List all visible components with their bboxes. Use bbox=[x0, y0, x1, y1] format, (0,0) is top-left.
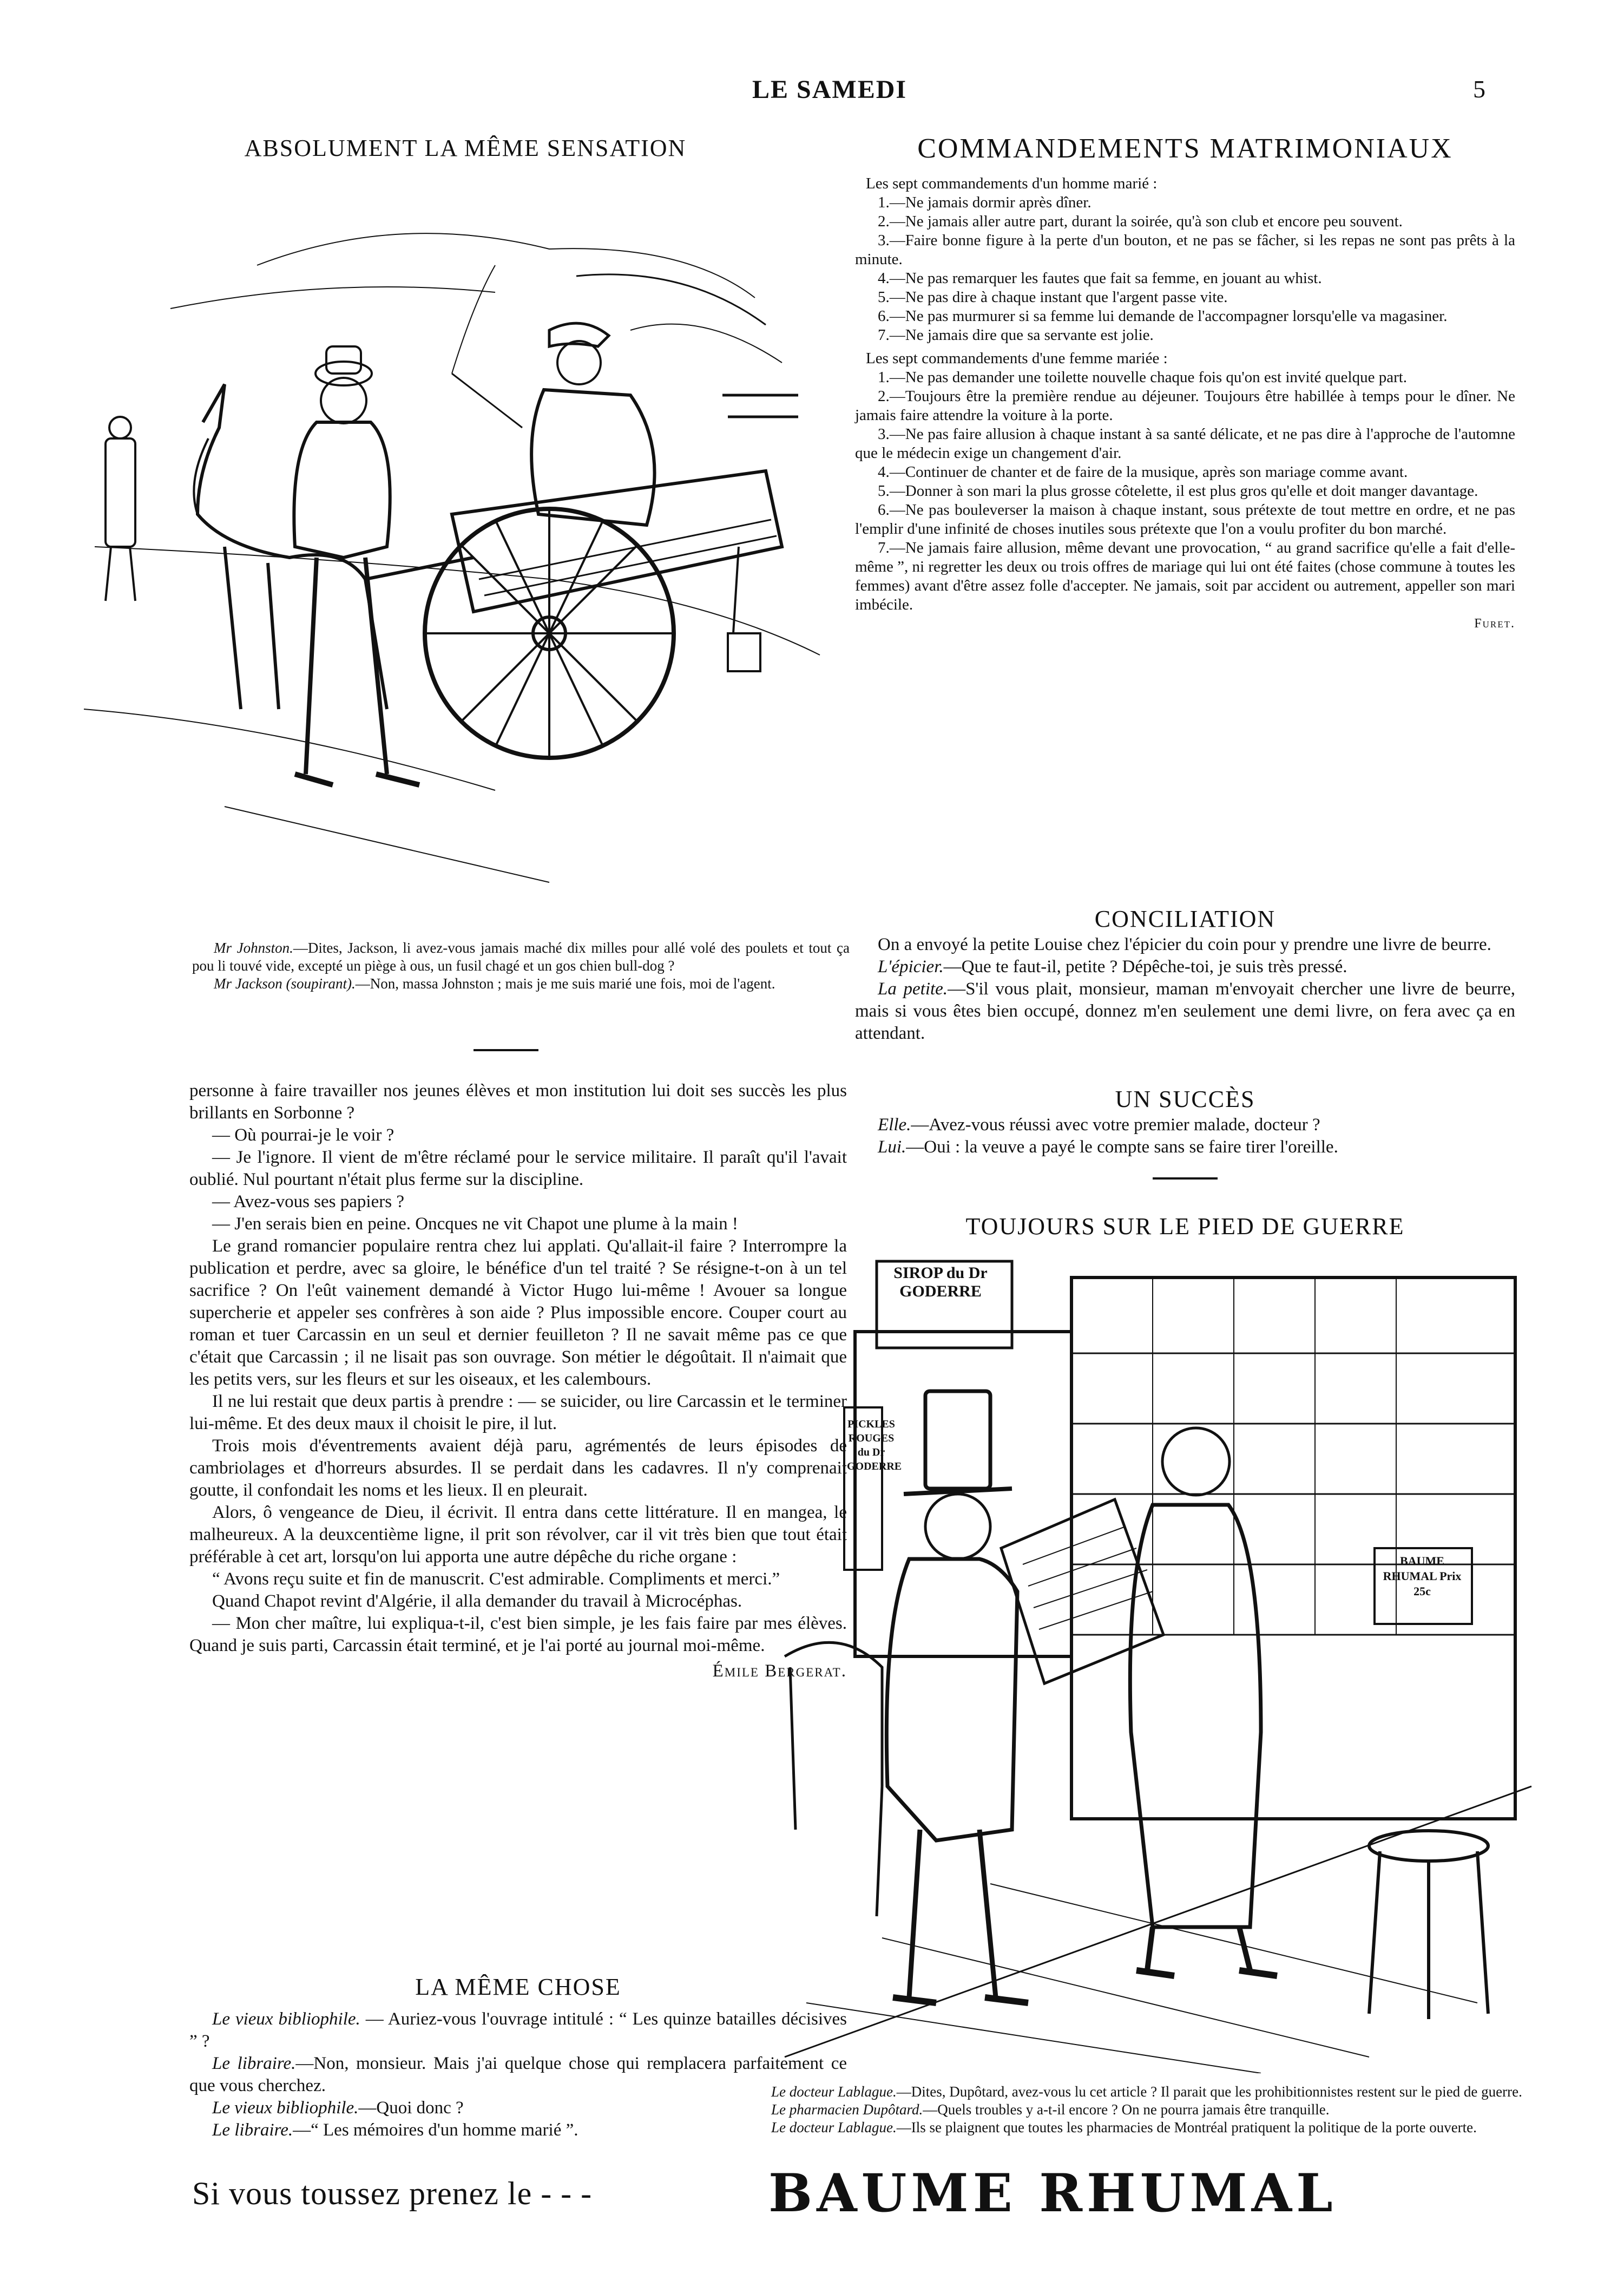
page-number: 5 bbox=[1473, 75, 1485, 103]
dialogue-line: Le vieux bibliophile.—Quoi donc ? bbox=[212, 2098, 464, 2118]
conciliation-title: CONCILIATION bbox=[1094, 906, 1276, 932]
commandement-item: 5.—Donner à son mari la plus grosse côtelette, il est plus gros qu'elle et doit manger davantage. bbox=[878, 482, 1478, 500]
commandement-item: 7.—Ne jamais dire que sa servante est jolie. bbox=[878, 326, 1154, 344]
meme-chose-text bbox=[189, 2008, 847, 2141]
commandement-item: 5.—Ne pas dire à chaque instant que l'argent passe vite. bbox=[878, 289, 1228, 306]
story-paragraph: — Avez-vous ses papiers ? bbox=[212, 1192, 404, 1211]
commandement-item: 1.—Ne pas demander une toilette nouvelle chaque fois qu'on est invité quelque part. bbox=[878, 369, 1408, 386]
dialogue-line: L'épicier.—Que te faut-il, petite ? Dépêche-toi, je suis très pressé. bbox=[878, 957, 1347, 977]
illustration1-title: ABSOLUMENT LA MÊME SENSATION bbox=[244, 135, 687, 161]
commandement-item: 2.—Ne jamais aller autre part, durant la soirée, qu'à son club et encore peu souvent. bbox=[878, 213, 1403, 230]
advert-tagline: Si vous toussez prenez le - - - bbox=[192, 2176, 593, 2211]
dialogue-line: Le libraire.—“ Les mémoires d'un homme marié ”. bbox=[212, 2120, 578, 2140]
illustration2-title: TOUJOURS SUR LE PIED DE GUERRE bbox=[965, 1213, 1405, 1240]
pickles-sign: PICKLES ROUGES du Dr GODERRE bbox=[847, 1418, 902, 1472]
commandement-item: 1.—Ne jamais dormir après dîner. bbox=[878, 194, 1092, 211]
syrup-sign: SIROP du Dr GODERRE bbox=[893, 1264, 988, 1300]
commandement-intro: Les sept commandements d'une femme mariée : bbox=[866, 350, 1168, 367]
dialogue-line: Elle.—Avez-vous réussi avec votre premier malade, docteur ? bbox=[878, 1115, 1320, 1135]
commandements-signature: Furet. bbox=[1474, 617, 1515, 631]
commandements-title: COMMANDEMENTS MATRIMONIAUX bbox=[917, 133, 1453, 164]
divider bbox=[474, 1049, 538, 1051]
story-paragraph: — Je l'ignore. Il vient de m'être réclamé pour le service militaire. Il paraît qu'il l'avait oublié. Nul pourtant n'était plus ferme sur la discipline. bbox=[189, 1148, 847, 1189]
story-paragraph: Quand Chapot revint d'Algérie, il alla demander du travail à Microcéphas. bbox=[212, 1591, 742, 1611]
caption-line: Le docteur Lablague.—Ils se plaignent que toutes les pharmacies de Montréal pratiquent la politique de la porte ouverte. bbox=[771, 2119, 1477, 2135]
baume-sign: BAUME RHUMAL Prix 25c bbox=[1383, 1554, 1462, 1598]
caption-line: Le docteur Lablague.—Dites, Dupôtard, avez-vous lu cet article ? Il parait que les prohibitionnistes restent sur le pied de guerre. bbox=[771, 2084, 1522, 2100]
pharmacy-illustration bbox=[774, 1245, 1542, 2073]
dialogue-line: La petite.—S'il vous plait, monsieur, maman m'envoyait chercher une livre de beurre, mais si vous êtes bien occupé, donnez m'en seulement une demi livre, on fera avec ça en attendant. bbox=[855, 979, 1515, 1043]
commandement-item: 2.—Toujours être la première rendue au déjeuner. Toujours être habillée à temps pour le dîner. Ne jamais faire attendre la voiture à la porte. bbox=[855, 388, 1515, 424]
story-paragraph: — J'en serais bien en peine. Oncques ne vit Chapot une plume à la main ! bbox=[212, 1214, 738, 1234]
dialogue-line: Le vieux bibliophile. — Auriez-vous l'ouvrage intitulé : “ Les quinze batailles décisives ” ? bbox=[189, 2009, 847, 2051]
commandement-item: 6.—Ne pas bouleverser la maison à chaque instant, sous prétexte de tout mettre en ordre, et ne pas l'emplir d'une infinité de choses inutiles sous prétexte que l'on a voulu profiter du bon marché. bbox=[855, 501, 1515, 538]
succes-title: UN SUCCÈS bbox=[1115, 1086, 1255, 1112]
commandement-item: 4.—Continuer de chanter et de faire de la musique, après son mariage comme avant. bbox=[878, 463, 1408, 481]
commandement-intro: Les sept commandements d'un homme marié : bbox=[866, 175, 1158, 192]
commandement-item: 4.—Ne pas remarquer les fautes que fait sa femme, en jouant au whist. bbox=[878, 270, 1322, 287]
caption-line: Mr Jackson (soupirant).—Non, massa Johnston ; mais je me suis marié une fois, moi de l'agent. bbox=[214, 975, 775, 992]
story-paragraph: Trois mois d'éventrements avaient déjà paru, agrémentés de leurs épisodes de cambriolages et d'horreurs absurdes. Il se perdait dans les cadavres. Il n'y comprenait goutte, il confondait les noms et les lieux. Il en pleurait. bbox=[189, 1436, 847, 1500]
conciliation-intro: On a envoyé la petite Louise chez l'épicier du coin pour y prendre une livre de beurre. bbox=[878, 935, 1491, 954]
story-signature: Émile Bergerat. bbox=[712, 1661, 847, 1681]
story-paragraph: “ Avons reçu suite et fin de manuscrit. C'est admirable. Compliments et merci.” bbox=[212, 1569, 780, 1589]
story-paragraph: — Mon cher maître, lui expliqua-t-il, c'est bien simple, je les fais faire par mes élèves. Quand je suis parti, Carcassin était terminé, et je l'ai porté au journal moi-même. bbox=[189, 1614, 847, 1655]
masthead: LE SAMEDI bbox=[752, 75, 908, 104]
story-column bbox=[189, 1080, 847, 1682]
story-paragraph: Il ne lui restait que deux partis à prendre : — se suicider, ou lire Carcassin et le terminer lui-même. Et des deux maux il choisit le pire, il lut. bbox=[189, 1392, 847, 1433]
story-paragraph: Le grand romancier populaire rentra chez lui applati. Qu'allait-il faire ? Interrompre la publication et perdre, avec sa gloire, le bénéfice d'un tel traité ? Se résigne-t-on à un tel sacrifice ? On l'eût vainement demandé à Victor Hugo lui-même ! Avouer sa longue supercherie et appeler ses confrères à son aide ? Plus impossible encore. Couper court au roman et tuer Carcassin en un seul et dernier feuilleton ? Il ne savait même pas ce que c'était que Carcassin ; il ne lisait pas son ouvrage. Son métier le dégoûtait. Il n'aimait que les petits vers, sur les fleurs et sur les oiseaux, et les calembours. bbox=[189, 1236, 847, 1389]
commandement-item: 3.—Ne pas faire allusion à chaque instant à sa santé délicate, et ne pas dire à l'approche de l'automne que le médecin exige un changement d'air. bbox=[855, 425, 1515, 462]
caption-line: Mr Johnston.—Dites, Jackson, li avez-vous jamais maché dix milles pour allé volé des poulets et tout ça pou li touvé vide, excepté un piège à ous, un fusil chagé et un gos chien bull-dog ? bbox=[192, 940, 850, 974]
dialogue-line: Le libraire.—Non, monsieur. Mais j'ai quelque chose qui remplacera parfaitement ce que vous cherchez. bbox=[189, 2054, 847, 2095]
caption-line: Le pharmacien Dupôtard.—Quels troubles y a-t-il encore ? On ne pourra jamais être tranquille. bbox=[771, 2101, 1330, 2118]
commandements-text bbox=[855, 174, 1515, 633]
illustration1-caption bbox=[192, 939, 850, 993]
story-paragraph: Alors, ô vengeance de Dieu, il écrivit. Il entra dans cette littérature. Il en mangea, le malheureux. A la deuxcentième ligne, il prit son révolver, car il vit très bien que tout était préférable à cet art, lorsqu'on lui apporta une autre dépêche du riche organe : bbox=[189, 1503, 847, 1567]
cart-illustration bbox=[62, 168, 831, 920]
advert-brand: BAUME RHUMAL bbox=[768, 2163, 1337, 2224]
conciliation-text bbox=[855, 934, 1515, 1045]
meme-chose-title: LA MÊME CHOSE bbox=[415, 1974, 621, 2000]
commandement-item: 7.—Ne jamais faire allusion, même devant une provocation, “ au grand sacrifice qu'elle a fait d'elle-même ”, ni regretter les deux ou trois offres de mariage qui lui ont été faites (chose commune à toutes les femmes) avant d'être assez folle d'accepter. Ne jamais, soit par accident ou autrement, appeller son mari imbécile. bbox=[855, 539, 1515, 613]
story-paragraph: — Où pourrai-je le voir ? bbox=[212, 1125, 395, 1145]
succes-text bbox=[855, 1114, 1515, 1158]
story-paragraph: personne à faire travailler nos jeunes élèves et mon institution lui doit ses succès les plus brillants en Sorbonne ? bbox=[189, 1081, 847, 1123]
divider bbox=[1153, 1177, 1218, 1180]
commandement-item: 3.—Faire bonne figure à la perte d'un bouton, et ne pas se fâcher, si les repas ne sont pas prêts à la minute. bbox=[855, 232, 1515, 268]
illustration2-caption bbox=[749, 2083, 1529, 2137]
commandement-item: 6.—Ne pas murmurer si sa femme lui demande de l'accompagner lorsqu'elle va magasiner. bbox=[878, 307, 1448, 325]
dialogue-line: Lui.—Oui : la veuve a payé le compte sans se faire tirer l'oreille. bbox=[878, 1137, 1338, 1157]
